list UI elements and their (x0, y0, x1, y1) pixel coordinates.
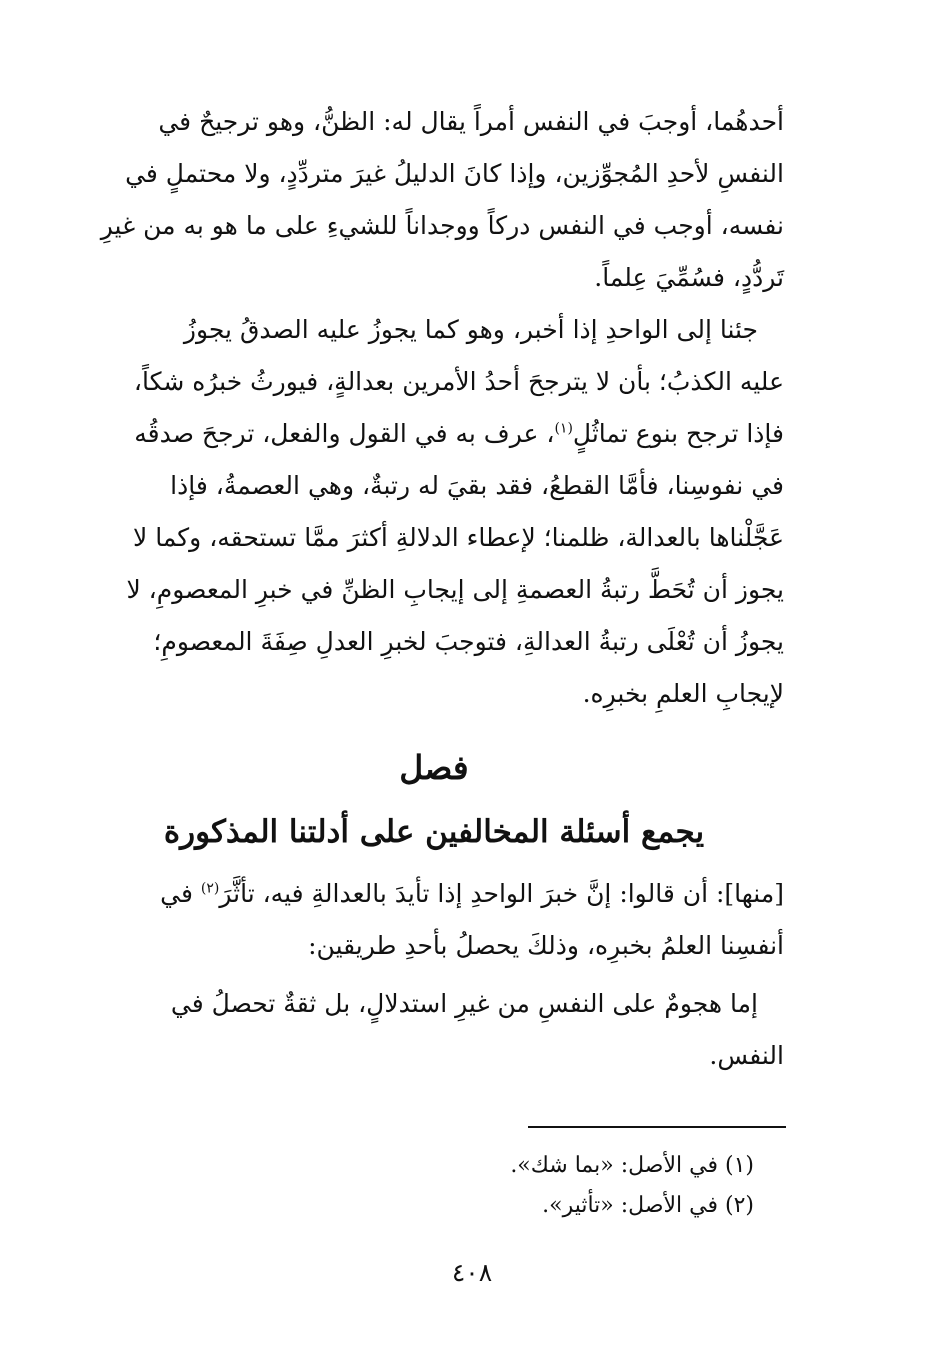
paragraph-1 (84, 96, 784, 304)
footnotes (84, 1146, 784, 1226)
paragraph-line: لإيجابِ العلمِ بخبرِه. (582, 679, 784, 708)
paragraph-line: تَردُّدٍ، فسُمِّيَ عِلماً. (594, 263, 784, 292)
paragraph-line: أحدهُما، أوجبَ في النفس أمراً يقال له: الظنُّ، وهو ترجيحٌ في (158, 107, 784, 136)
paragraph-line: إما هجومٌ على النفسِ من غيرِ استدلالٍ، بل ثقةٌ تحصلُ في (170, 989, 758, 1018)
footnote-separator (528, 1126, 786, 1128)
page-number: ٤٠٨ (451, 1258, 493, 1287)
paragraph-line: يجوز أن تُحَطَّ رتبةُ العصمةِ إلى إيجابِ الظنِّ في خبرِ المعصومِ، لا (126, 575, 784, 604)
paragraph-line: أنفسِنا العلمُ بخبرِه، وذلكَ يحصلُ بأحدِ طريقين: (308, 931, 784, 960)
paragraph-line: النفسِ لأحدِ المُجوِّزين، وإذا كانَ الدليلُ غيرَ متردِّدٍ، ولا محتملٍ في (125, 159, 784, 188)
paragraph-4 (84, 978, 784, 1082)
paragraph-line (84, 868, 784, 920)
paragraph-line-text: ، عرف به في القول والفعل، ترجحَ صدقُه (134, 419, 555, 448)
paragraph-line: عَجَّلْناها بالعدالة، ظلمنا؛ لإعطاء الدلالةِ أكثرَ ممَّا تستحقه، وكما لا (133, 523, 784, 552)
paragraph-line: النفس. (709, 1041, 784, 1070)
paragraph-line: يجوزُ أن تُعْلَى رتبةُ العدالةِ، فتوجبَ لخبرِ العدلِ صِفَةَ المعصومِ؛ (153, 627, 784, 656)
paragraph-line-text: فإذا ترجح بنوع تماثُلٍ (572, 419, 784, 448)
section-subtitle: يجمع أسئلة المخالفين على أدلتنا المذكورة (163, 814, 705, 850)
section-title: فصل (399, 748, 469, 787)
footnote-1: (١) في الأصل: «بما شك». (510, 1153, 754, 1178)
footnote-marker-1[interactable]: (١) (554, 420, 573, 437)
paragraph-line-text: [منها]: أن قالوا: إنَّ خبرَ الواحدِ إذا تأيدَ بالعدالةِ فيه، تأثَّرَ (219, 879, 784, 908)
paragraph-line: نفسه، أوجب في النفس دركاً ووجداناً للشيءِ على ما هو به من غيرِ (100, 211, 784, 240)
paragraph-2 (84, 304, 784, 720)
footnote-marker-2[interactable]: (٢) (200, 880, 220, 897)
paragraph-3 (84, 868, 784, 972)
paragraph-line-text: في (160, 879, 201, 908)
paragraph-line: عليه الكذبُ؛ بأن لا يترجحَ أحدُ الأمرين بعدالةٍ، فيورثُ خبرُه شكاً، (133, 367, 784, 396)
paragraph-line: جئنا إلى الواحدِ إذا أخبر، وهو كما يجوزُ عليه الصدقُ يجوزُ (183, 315, 758, 344)
paragraph-line (84, 408, 784, 460)
paragraph-line: في نفوسِنا، فأمَّا القطعُ، فقد بقيَ له رتبةٌ، وهي العصمةُ، فإذا (170, 471, 784, 500)
footnote-2: (٢) في الأصل: «تأثير». (542, 1193, 754, 1218)
